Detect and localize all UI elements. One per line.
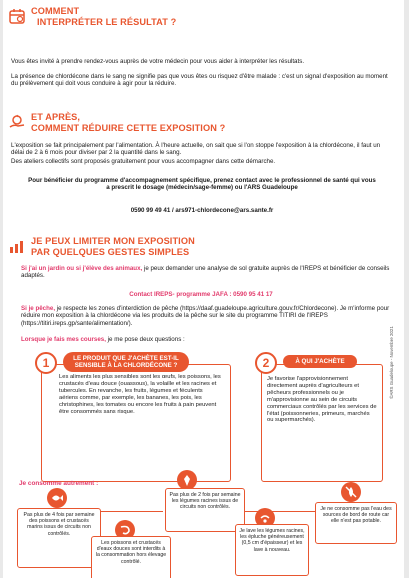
apple-hand-icon — [9, 114, 25, 130]
consume-item-2: Pas plus de 2 fois par semaine les légumes racines issus de circuits non contrôlés. — [165, 488, 245, 532]
question1-number: 1 — [35, 352, 57, 374]
section3-header — [9, 236, 195, 258]
consume-item-3: Je ne consomme pas l'eau des sources de bord de route car elle n'est pas potable. — [315, 502, 397, 544]
section1-paragraph1: Vous êtes invité à prendre rendez-vous auprès de votre médecin pour vous aider à interpréter les résultats. — [11, 58, 305, 65]
question1-body: Les aliments les plus sensibles sont les œufs, les poissons, les crustacés d'eau douce (ouassous), la volaille et les racines et tubercules. En revanche, les fruits, légumes et féculents aériens comme, par exemple, les bananes, les pois, les christophines, les tomates ou encore les fruits à pain peuvent être consommés sans risque. — [59, 374, 221, 415]
program-info: Pour bénéficier du programme d'accompagnement spécifique, prenez contact avec le professionnel de santé qui vous a prescrit le dosage (médecin/sage-femme) ou l'ARS Guadeloupe — [28, 177, 376, 192]
garden-paragraph — [21, 265, 391, 280]
section2-header — [9, 112, 225, 134]
garden-lead: Si j'ai un jardin ou si j'élève des animaux, — [21, 265, 143, 272]
ars-contact[interactable]: 0590 99 49 41 / ars971-chlordecone@ars.sante.fr — [130, 207, 274, 214]
question2-body: Je favorise l'approvisionnement directement auprès d'agriculteurs et pêcheurs professionnels ou je m'approvisionne au sein de circuits commerciaux contrôlés par les services de l'état (poissonneries, primeurs, marchés ou supermarchés). — [267, 376, 377, 424]
section1-title-line2: INTERPRÉTER LE RÉSULTAT ? — [37, 17, 177, 27]
shopping-paragraph — [21, 336, 391, 343]
fishing-lead: Si je pêche, — [21, 305, 56, 312]
section1-header — [9, 6, 176, 28]
shopping-rest: je me pose deux questions : — [105, 336, 185, 343]
fishing-rest: je respecte les zones d'interdiction de pêche (https://daaf.guadeloupe.agriculture.gouv.fr/Chlordecone). Je m'informe pour réduire mon exposition à la chlordécone via les produits de la pêche sur le site du programme TITIRI de l'IREPS (https://titiri.ireps.gp/sante/alimentation/). — [21, 305, 390, 327]
consume-item-1: Pas plus de 4 fois par semaine des poissons et crustacés marins issus de circuits non contrôlés. — [17, 508, 101, 568]
shopping-lead: Lorsque je fais mes courses, — [21, 336, 106, 343]
root-vegetable-icon — [177, 470, 197, 490]
ireps-contact[interactable]: Contact IREPS- programme JAFA : 0590 95 41 17 — [129, 291, 273, 298]
page — [3, 0, 404, 578]
question2-title: À QUI J'ACHÈTE — [283, 355, 357, 368]
section3-title-line2: PAR QUELQUES GESTES SIMPLES — [31, 247, 190, 257]
fish-icon — [47, 488, 67, 508]
calendar-icon — [9, 8, 25, 24]
copyright-side-note: ©ARS Guadeloupe - Novembre 2021 — [389, 326, 395, 399]
section1-paragraph2: La présence de chlordécone dans le sang ne signifie pas que vous êtes ou risquez d'être malade : c'est un signal d'exposition au moment du prélèvement qui doit vous conduire à agir pour la réduire. — [11, 73, 388, 88]
section2-title-line1: ET APRÈS, — [31, 112, 81, 122]
garden-rest: je peux demander une analyse de sol gratuite auprès de l'IREPS et bénéficier de conseils adaptés. — [21, 265, 390, 280]
bar-chart-icon — [9, 238, 25, 254]
section2-paragraph1: L'exposition se fait principalement par l'alimentation. À l'heure actuelle, on sait que si l'on stoppe l'exposition à la chlordécone, il faut un délai de 2 à 6 mois pour diviser par 2 la quantité dans le sang. — [11, 142, 381, 157]
consume-item-5: Je lave les légumes racines, les épluche généreusement (0,5 cm d'épaisseur) et les lave à nouveau. — [235, 524, 309, 576]
consume-heading: Je consomme autrement : — [19, 480, 99, 487]
section3-title-line1: JE PEUX LIMITER MON EXPOSITION — [31, 236, 195, 246]
consume-item-4: Les poissons et crustacés d'eaux douces sont interdits à la consommation hors élevage contrôlé. — [91, 536, 171, 578]
question2-number: 2 — [255, 352, 277, 374]
fishing-paragraph — [21, 305, 391, 327]
question1-title: LE PRODUIT QUE J'ACHÈTE EST-IL SENSIBLE À LA CHLORDÉCONE ? — [63, 352, 189, 372]
section2-title-line2: COMMENT RÉDUIRE CETTE EXPOSITION ? — [31, 123, 226, 133]
no-water-icon — [341, 482, 361, 502]
section1-title-line1: COMMENT — [31, 6, 80, 16]
section2-paragraph2: Des ateliers collectifs sont proposés gratuitement pour vous accompagner dans cette démarche. — [11, 158, 276, 165]
